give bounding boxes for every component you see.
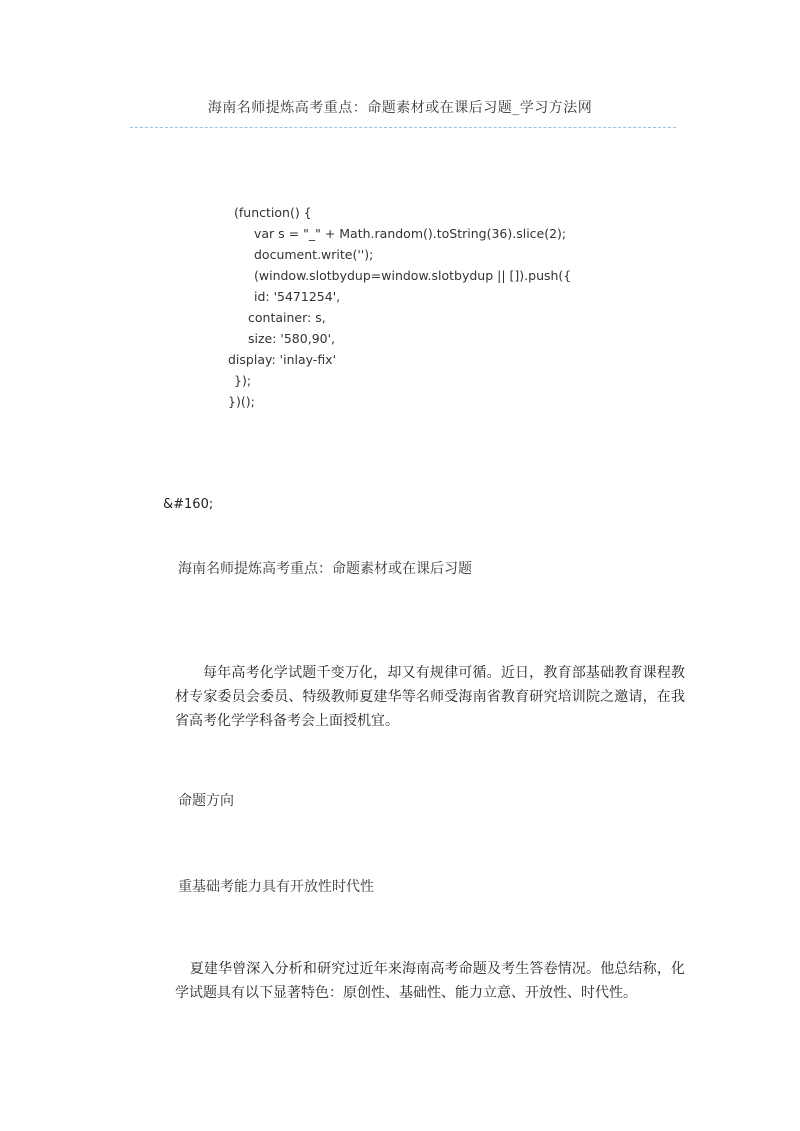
code-line: }); [234,373,252,388]
article-paragraph-analysis: 夏建华曾深入分析和研究过近年来海南高考命题及考生答卷情况。他总结称，化学试题具有以下显著特色：原创性、基础性、能力立意、开放性、时代性。 [175,961,685,1001]
page-header-title: 海南名师提炼高考重点：命题素材或在课后习题_学习方法网 [207,100,593,116]
header-divider [130,127,676,128]
code-line: var s = "_" + Math.random().toString(36).slice(2); [254,226,567,241]
code-line: document.write(''); [254,247,374,262]
article-subtitle: 海南名师提炼高考重点：命题素材或在课后习题 [178,561,472,577]
html-entity-text: &#160; [163,497,214,512]
code-line: (window.slotbydup=window.slotbydup || []).push({ [254,268,572,283]
code-line: (function() { [234,205,312,220]
code-line: })(); [228,394,255,409]
code-line: container: s, [248,310,326,325]
code-line: size: '580,90', [248,331,336,346]
section-subheading: 重基础考能力具有开放性时代性 [178,879,374,895]
article-paragraph-intro: 每年高考化学试题千变万化，却又有规律可循。近日，教育部基础教育课程教材专家委员会委员、特级教师夏建华等名师受海南省教育研究培训院之邀请，在我省高考化学学科备考会上面授机宜。 [175,665,685,729]
section-heading: 命题方向 [178,793,234,809]
code-line: display: 'inlay-fix' [228,352,337,367]
code-line: id: '5471254', [254,289,341,304]
